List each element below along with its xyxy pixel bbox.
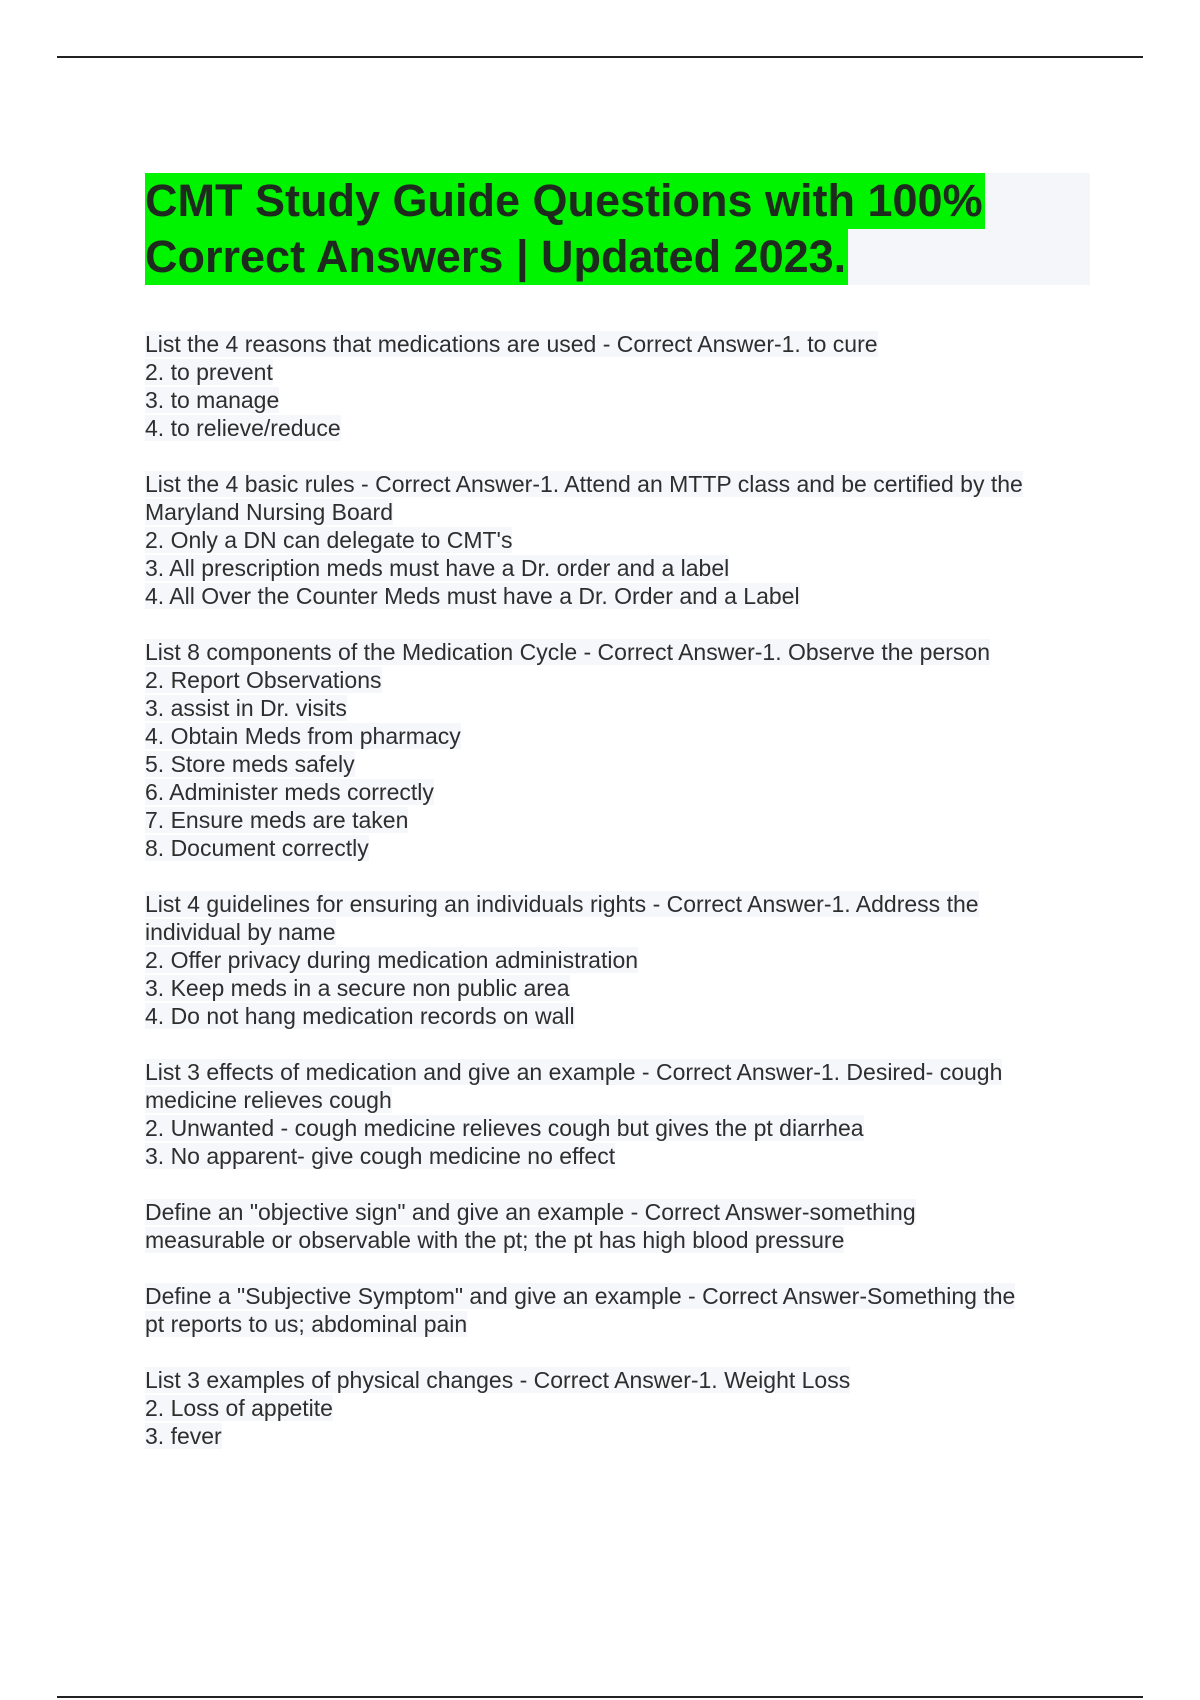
qa-answer-line (145, 1114, 1090, 1142)
qa-answer-line (145, 694, 1090, 722)
qa-line-text: 4. Obtain Meds from pharmacy (145, 723, 461, 749)
qa-line-text: 2. Only a DN can delegate to CMT's (145, 527, 513, 553)
title-line-2: Correct Answers | Updated 2023. (145, 229, 848, 285)
qa-item (145, 1198, 1090, 1254)
qa-answer-line (145, 1394, 1090, 1422)
qa-answer-line (145, 1422, 1090, 1450)
qa-answer-line (145, 1310, 1090, 1338)
qa-line-text: 3. Keep meds in a secure non public area (145, 975, 570, 1001)
qa-line-text: measurable or observable with the pt; the pt has high blood pressure (145, 1227, 845, 1253)
qa-answer-line (145, 526, 1090, 554)
qa-line-text: pt reports to us; abdominal pain (145, 1311, 468, 1337)
qa-answer-line (145, 414, 1090, 442)
qa-line-text: List 3 examples of physical changes - Correct Answer-1. Weight Loss (145, 1367, 851, 1393)
qa-line-text: Define a "Subjective Symptom" and give an example - Correct Answer-Something the (145, 1283, 1016, 1309)
qa-question-line (145, 890, 1090, 918)
qa-question-line (145, 1366, 1090, 1394)
qa-answer-line (145, 806, 1090, 834)
qa-line-text: 4. to relieve/reduce (145, 415, 341, 441)
qa-line-text: 3. assist in Dr. visits (145, 695, 347, 721)
qa-item (145, 1058, 1090, 1170)
qa-line-text: 2. Report Observations (145, 667, 382, 693)
qa-answer-line (145, 834, 1090, 862)
qa-answer-line (145, 358, 1090, 386)
qa-line-text: medicine relieves cough (145, 1087, 392, 1113)
qa-line-text: Define an "objective sign" and give an example - Correct Answer-something (145, 1199, 916, 1225)
qa-line-text: 3. fever (145, 1423, 222, 1449)
title-line-1: CMT Study Guide Questions with 100% (145, 173, 985, 229)
qa-item (145, 1282, 1090, 1338)
qa-question-line (145, 1198, 1090, 1226)
qa-line-text: List 3 effects of medication and give an example - Correct Answer-1. Desired- cough (145, 1059, 1003, 1085)
qa-item (145, 330, 1090, 442)
qa-question-line (145, 470, 1090, 498)
qa-line-text: List 8 components of the Medication Cycle - Correct Answer-1. Observe the person (145, 639, 991, 665)
qa-item (145, 470, 1090, 610)
qa-line-text: 2. to prevent (145, 359, 273, 385)
qa-answer-line (145, 1086, 1090, 1114)
qa-list (145, 330, 1090, 1478)
qa-line-text: 3. No apparent- give cough medicine no effect (145, 1143, 616, 1169)
qa-line-text: 4. All Over the Counter Meds must have a Dr. Order and a Label (145, 583, 800, 609)
qa-line-text: 2. Loss of appetite (145, 1395, 333, 1421)
document-title (145, 173, 1090, 285)
qa-line-text: 4. Do not hang medication records on wall (145, 1003, 575, 1029)
qa-line-text: 8. Document correctly (145, 835, 369, 861)
qa-item (145, 1366, 1090, 1450)
qa-line-text: 7. Ensure meds are taken (145, 807, 409, 833)
qa-answer-line (145, 1002, 1090, 1030)
qa-answer-line (145, 498, 1090, 526)
qa-line-text: Maryland Nursing Board (145, 499, 394, 525)
qa-line-text: 3. All prescription meds must have a Dr. order and a label (145, 555, 730, 581)
qa-question-line (145, 1282, 1090, 1310)
qa-answer-line (145, 582, 1090, 610)
qa-answer-line (145, 1226, 1090, 1254)
qa-answer-line (145, 750, 1090, 778)
qa-line-text: 6. Administer meds correctly (145, 779, 434, 805)
qa-answer-line (145, 918, 1090, 946)
qa-answer-line (145, 946, 1090, 974)
bottom-rule (57, 1696, 1143, 1698)
qa-line-text: 5. Store meds safely (145, 751, 355, 777)
qa-answer-line (145, 666, 1090, 694)
qa-line-text: 3. to manage (145, 387, 280, 413)
qa-line-text: 2. Unwanted - cough medicine relieves cough but gives the pt diarrhea (145, 1115, 864, 1141)
qa-item (145, 638, 1090, 862)
qa-line-text: 2. Offer privacy during medication administration (145, 947, 639, 973)
qa-answer-line (145, 974, 1090, 1002)
qa-answer-line (145, 1142, 1090, 1170)
qa-line-text: List the 4 reasons that medications are used - Correct Answer-1. to cure (145, 331, 878, 357)
qa-line-text: List the 4 basic rules - Correct Answer-1. Attend an MTTP class and be certified by the (145, 471, 1023, 497)
top-rule (57, 56, 1143, 58)
qa-answer-line (145, 778, 1090, 806)
qa-answer-line (145, 554, 1090, 582)
qa-question-line (145, 638, 1090, 666)
qa-answer-line (145, 386, 1090, 414)
qa-question-line (145, 1058, 1090, 1086)
qa-answer-line (145, 722, 1090, 750)
qa-question-line (145, 330, 1090, 358)
qa-line-text: List 4 guidelines for ensuring an individuals rights - Correct Answer-1. Address the (145, 891, 979, 917)
qa-item (145, 890, 1090, 1030)
qa-line-text: individual by name (145, 919, 336, 945)
